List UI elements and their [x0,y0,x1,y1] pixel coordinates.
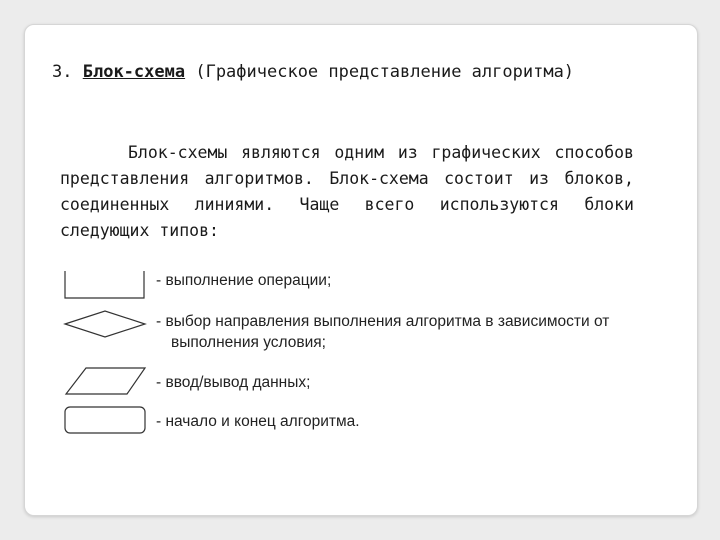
rounded-rectangle-icon [60,405,150,435]
intro-paragraph: Блок-схемы являются одним из графических способов представления алгоритмов. Блок-схема состоит из блоков, соединенных линиями. Чаще всего используются блоки следующих типов: [60,143,634,240]
legend-label-operation: - выполнение операции; [156,272,332,289]
page-title [52,62,574,82]
legend-label-decision-line1: - выбор направления выполнения алгоритма в зависимости от [156,313,610,330]
heading-term: Блок-схема [82,62,186,82]
rectangle-icon [60,268,144,300]
diamond-icon [60,308,150,338]
legend-label-decision [156,311,609,353]
legend-label-terminal: - начало и конец алгоритма. [156,413,360,430]
heading-number: 3. [52,62,73,82]
parallelogram-icon [60,366,150,396]
legend-label-io: - ввод/вывод данных; [156,374,311,391]
heading-subtitle: (Графическое представление алгоритма) [195,62,575,82]
legend-label-decision-line2: выполнения условия; [171,334,326,351]
